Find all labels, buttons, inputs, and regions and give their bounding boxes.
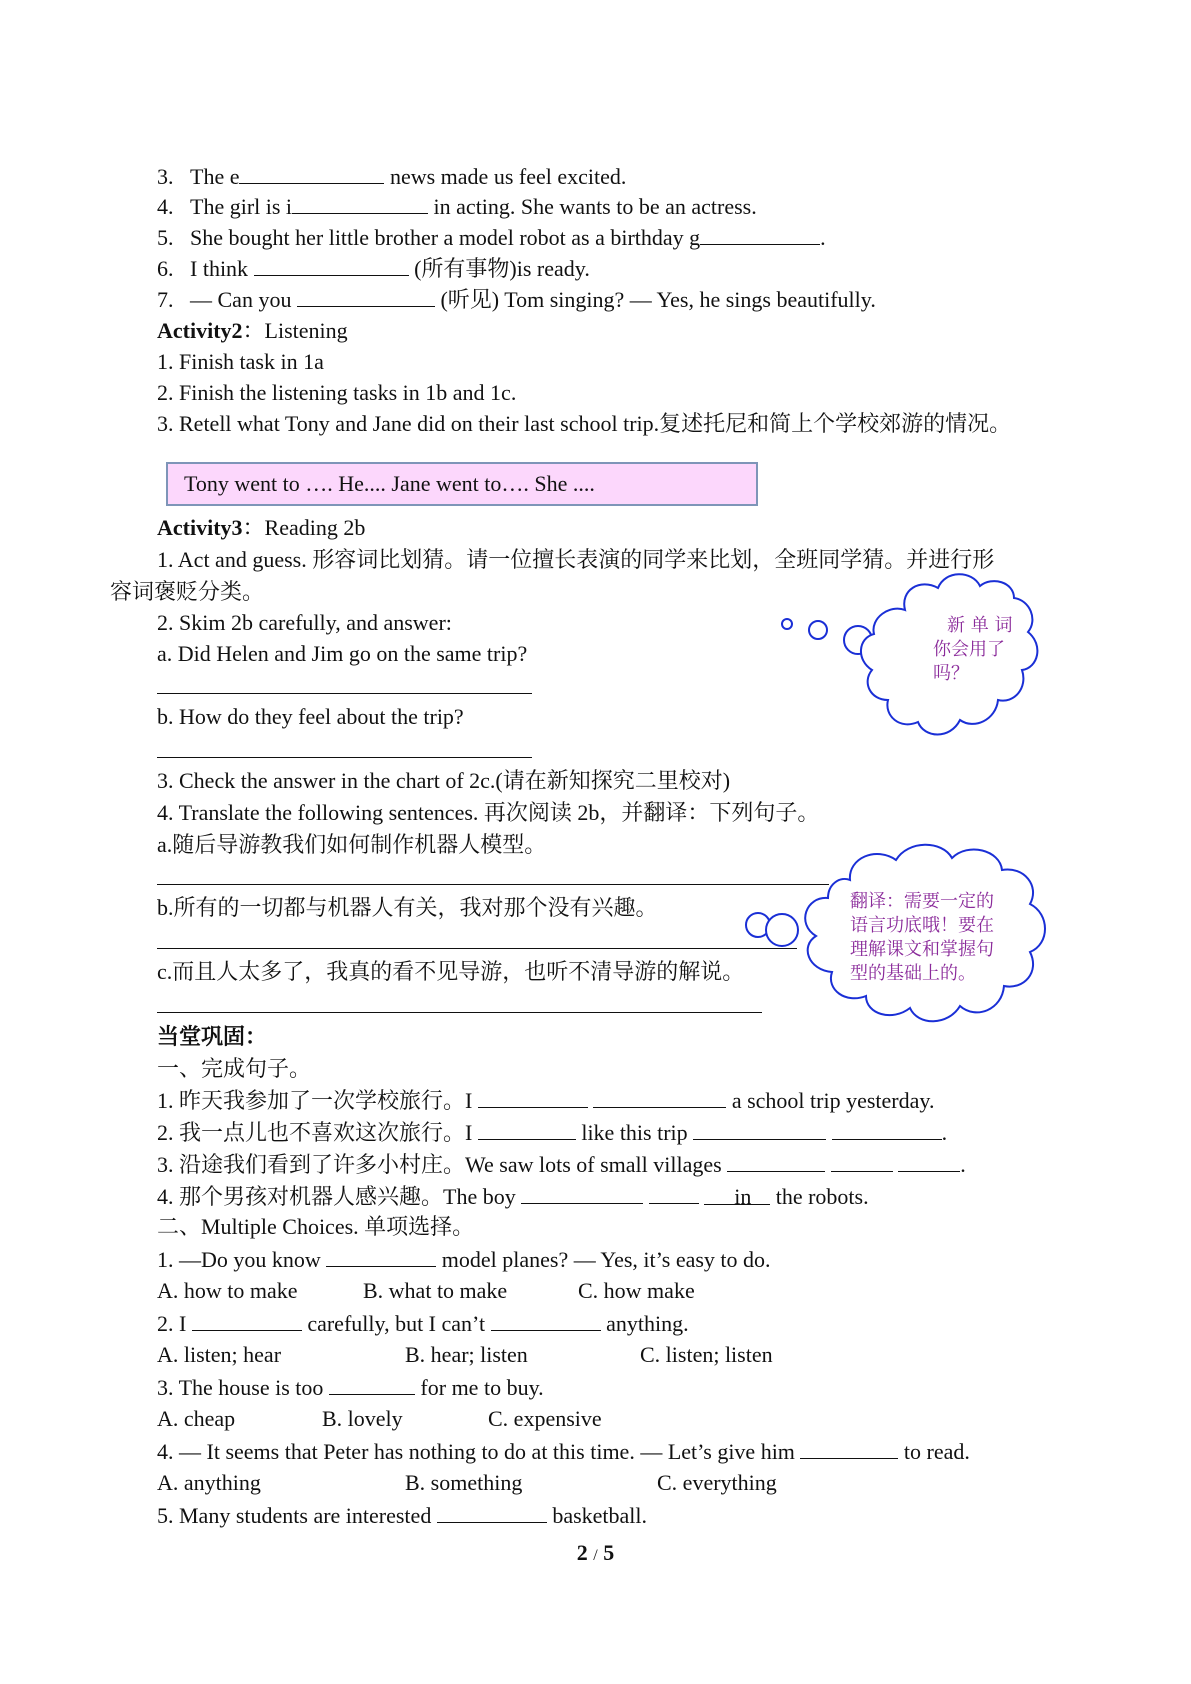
item-number: 7. [157,287,174,312]
question-post: model planes? — Yes, it’s easy to do. [436,1247,771,1272]
bubble1-line1: 新 单 词 [947,615,1013,636]
sentence-post: . [960,1152,966,1177]
item-text-pre: The girl is i [190,194,293,219]
heading-rest: ：Listening [242,318,348,343]
total-pages: 5 [603,1540,615,1565]
consolidation-title: 当堂巩固： [157,1024,268,1049]
option-c[interactable]: C. everything [657,1470,777,1495]
question-post: anything. [600,1311,689,1336]
bubble2-line4: 型的基础上的。 [850,963,976,984]
bubble2-line2: 语言功底哦！要在 [850,915,994,936]
activity3-item-2: 2. Skim 2b carefully, and answer: [157,610,452,635]
bubble2-line3: 理解课文和掌握句 [850,939,994,960]
sentence-pre: 4. 那个男孩对机器人感兴趣。The boy [157,1184,522,1209]
bubble1-line2: 你会用了 [933,639,1005,660]
activity3-item-1-line2: 容词褒贬分类。 [110,579,265,604]
activity2-item-1: 1. Finish task in 1a [157,349,324,374]
item-number: 4. [157,194,174,219]
option-a[interactable]: A. listen; hear [157,1342,282,1367]
question-pre: 2. I [157,1311,192,1336]
sentence-post: . [941,1120,948,1145]
item-text-post: news made us feel excited. [384,164,627,189]
thought-dot-large [766,914,798,946]
part1-title: 一、完成句子。 [157,1056,312,1081]
activity3-item-4: 4. Translate the following sentences. 再次阅读 2b，并翻译：下列句子。 [157,800,820,825]
activity3-item-3: 3. Check the answer in the chart of 2c.(请在新知探究二里校对) [157,768,731,793]
item-text-post: (听见) Tom singing? — Yes, he sings beautifully. [434,287,876,312]
option-b[interactable]: B. lovely [322,1406,403,1431]
page-separator: / [593,1547,598,1564]
sentence-mid: like this trip [575,1120,694,1145]
part2-title: 二、Multiple Choices. 单项选择。 [157,1214,475,1239]
question-mid: carefully, but I can’t [301,1311,491,1336]
given-word-in: in [734,1184,752,1209]
question-pre: 5. Many students are interested [157,1503,437,1528]
heading-bold: Activity2 [157,318,243,343]
item-text-pre: I think [190,256,254,281]
bubble2-line1: 翻译：需要一定的 [850,891,994,912]
sentence-post: the robots. [770,1184,869,1209]
item-text-pre: The e [190,164,240,189]
option-a[interactable]: A. how to make [157,1278,298,1303]
activity3-item-1-line1: 1. Act and guess. 形容词比划猜。请一位擅长表演的同学来比划，全班同学猜。并进行形 [157,547,995,572]
option-b[interactable]: B. what to make [363,1278,508,1303]
heading-bold: Activity3 [157,515,243,540]
question-pre: 4. — It seems that Peter has nothing to do at this time. — Let’s give him [157,1439,801,1464]
question-pre: 3. The house is too [157,1375,329,1400]
question-a: a. Did Helen and Jim go on the same trip? [157,641,528,666]
heading-rest: ：Reading 2b [242,515,366,540]
activity2-item-2: 2. Finish the listening tasks in 1b and 1c. [157,380,517,405]
sentence-pre: 1. 昨天我参加了一次学校旅行。I [157,1088,478,1113]
item-number: 3. [157,164,174,189]
translate-a: a.随后导游教我们如何制作机器人模型。 [157,832,547,857]
option-c[interactable]: C. how make [578,1278,695,1303]
option-c[interactable]: C. expensive [488,1406,602,1431]
current-page: 2 [576,1540,588,1565]
sentence-pre: 3. 沿途我们看到了许多小村庄。We saw lots of small villages [157,1152,728,1177]
thought-dot-medium [809,621,827,639]
bubble-text-new-words [933,614,1012,686]
translate-b: b.所有的一切都与机器人有关，我对那个没有兴趣。 [157,895,658,920]
thought-dot-small [782,619,792,629]
item-text-pre: — Can you [190,287,297,312]
option-a[interactable]: A. cheap [157,1406,236,1431]
question-pre: 1. —Do you know [157,1247,327,1272]
question-post: to read. [898,1439,970,1464]
item-number: 6. [157,256,174,281]
sentence-post: a school trip yesterday. [726,1088,935,1113]
item-text-post: . [820,225,826,250]
item-number: 5. [157,225,174,250]
activity2-item-3: 3. Retell what Tony and Jane did on their last school trip.复述托尼和简上个学校郊游的情况。 [157,411,1012,436]
bubble-text-translation [850,890,994,986]
question-post: for me to buy. [414,1375,544,1400]
option-a[interactable]: A. anything [157,1470,261,1495]
question-post: basketball. [546,1503,648,1528]
item-text-post: (所有事物)is ready. [408,256,590,281]
translate-c: c.而且人太多了，我真的看不见导游，也听不清导游的解说。 [157,959,745,984]
option-b[interactable]: B. something [405,1470,523,1495]
option-c[interactable]: C. listen; listen [640,1342,773,1367]
item-text-pre: She bought her little brother a model robot as a birthday g [190,225,701,250]
bubble1-line3: 吗？ [933,663,969,684]
question-b: b. How do they feel about the trip? [157,704,464,729]
retell-prompt-text: Tony went to …. He.... Jane went to…. She .... [184,471,595,496]
item-text-post: in acting. She wants to be an actress. [428,194,757,219]
sentence-pre: 2. 我一点儿也不喜欢这次旅行。I [157,1120,478,1145]
option-b[interactable]: B. hear; listen [405,1342,528,1367]
